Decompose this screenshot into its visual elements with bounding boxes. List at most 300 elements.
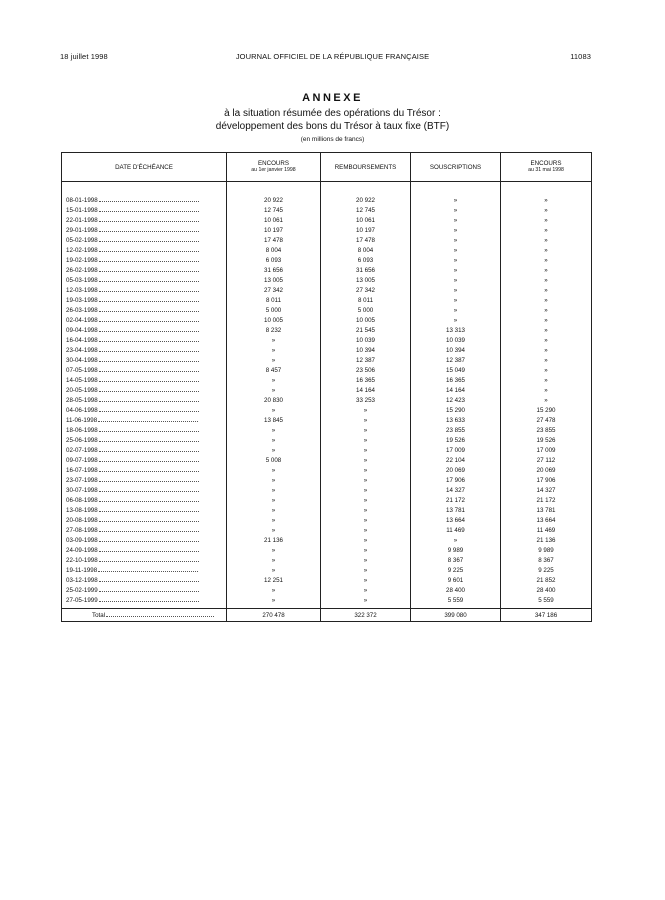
- row-remboursements: 21 545: [321, 326, 411, 336]
- table-row: [62, 516, 592, 526]
- row-souscriptions: 20 069: [411, 466, 501, 476]
- leader-dots: [99, 320, 199, 322]
- row-date: [62, 226, 227, 236]
- row-encours-start: 20 830: [227, 396, 321, 406]
- row-souscriptions: 17 906: [411, 476, 501, 486]
- row-encours-start: 21 136: [227, 536, 321, 546]
- row-date-label: 24-09-1998: [66, 547, 98, 554]
- table-row: [62, 246, 592, 256]
- row-date: [62, 446, 227, 456]
- row-date-label: 19-03-1998: [66, 297, 98, 304]
- row-souscriptions: »: [411, 256, 501, 266]
- row-date: [62, 486, 227, 496]
- leader-dots: [99, 580, 199, 582]
- row-remboursements: 27 342: [321, 286, 411, 296]
- table-row: [62, 596, 592, 609]
- row-date-label: 09-04-1998: [66, 327, 98, 334]
- table-row: [62, 526, 592, 536]
- row-encours-start: 8 457: [227, 366, 321, 376]
- row-souscriptions: »: [411, 296, 501, 306]
- row-souscriptions: 22 104: [411, 456, 501, 466]
- row-encours-end: »: [501, 286, 592, 296]
- row-encours-start: »: [227, 356, 321, 366]
- row-souscriptions: 19 526: [411, 436, 501, 446]
- row-date: [62, 206, 227, 216]
- row-encours-start: »: [227, 566, 321, 576]
- table-row: [62, 466, 592, 476]
- table-row: [62, 556, 592, 566]
- row-remboursements: »: [321, 556, 411, 566]
- table-row: [62, 416, 592, 426]
- leader-dots: [99, 270, 199, 272]
- row-encours-end: »: [501, 246, 592, 256]
- row-date: [62, 496, 227, 506]
- row-remboursements: »: [321, 516, 411, 526]
- row-date-label: 04-06-1998: [66, 407, 98, 414]
- table-row: [62, 226, 592, 236]
- row-date-label: 23-07-1998: [66, 477, 98, 484]
- row-souscriptions: 13 664: [411, 516, 501, 526]
- row-encours-end: »: [501, 376, 592, 386]
- row-encours-start: 10 005: [227, 316, 321, 326]
- leader-dots: [99, 310, 199, 312]
- row-date: [62, 356, 227, 366]
- table-row: [62, 406, 592, 416]
- row-souscriptions: »: [411, 316, 501, 326]
- row-encours-end: 9 225: [501, 566, 592, 576]
- row-encours-start: 10 197: [227, 226, 321, 236]
- row-date: [62, 456, 227, 466]
- row-date: [62, 526, 227, 536]
- row-remboursements: 10 039: [321, 336, 411, 346]
- row-encours-end: »: [501, 316, 592, 326]
- row-encours-end: »: [501, 206, 592, 216]
- table-row: [62, 496, 592, 506]
- row-remboursements: 12 745: [321, 206, 411, 216]
- table-row: [62, 476, 592, 486]
- row-souscriptions: 5 559: [411, 596, 501, 609]
- col-header-encours-start-date: au 1er janvier 1998: [251, 167, 296, 173]
- table-row: [62, 236, 592, 246]
- row-remboursements: 12 387: [321, 356, 411, 366]
- total-label-cell: [62, 609, 227, 622]
- row-date-label: 30-07-1998: [66, 487, 98, 494]
- row-encours-end: 17 009: [501, 446, 592, 456]
- row-date: [62, 566, 227, 576]
- row-souscriptions: »: [411, 266, 501, 276]
- row-souscriptions: 13 781: [411, 506, 501, 516]
- row-date: [62, 436, 227, 446]
- row-encours-start: 27 342: [227, 286, 321, 296]
- row-souscriptions: 9 601: [411, 576, 501, 586]
- row-date: [62, 506, 227, 516]
- row-date-label: 03-09-1998: [66, 537, 98, 544]
- leader-dots: [99, 240, 199, 242]
- leader-dots: [99, 260, 199, 262]
- row-date: [62, 336, 227, 346]
- row-encours-start: »: [227, 386, 321, 396]
- row-date-label: 06-08-1998: [66, 497, 98, 504]
- row-date-label: 18-06-1998: [66, 427, 98, 434]
- row-date-label: 25-06-1998: [66, 437, 98, 444]
- row-souscriptions: »: [411, 286, 501, 296]
- row-date-label: 11-06-1998: [66, 417, 98, 424]
- row-remboursements: »: [321, 536, 411, 546]
- table-row: [62, 356, 592, 366]
- row-encours-end: »: [501, 296, 592, 306]
- row-date: [62, 546, 227, 556]
- row-date-label: 30-04-1998: [66, 357, 98, 364]
- row-souscriptions: 14 164: [411, 386, 501, 396]
- table-row: [62, 386, 592, 396]
- row-remboursements: »: [321, 456, 411, 466]
- leader-dots: [99, 230, 199, 232]
- table-row: [62, 336, 592, 346]
- row-encours-end: »: [501, 356, 592, 366]
- table-row: [62, 586, 592, 596]
- row-date: [62, 386, 227, 396]
- table-row: [62, 576, 592, 586]
- leader-dots: [99, 540, 199, 542]
- unit-note: (en millions de francs): [300, 136, 365, 143]
- row-date: [62, 326, 227, 336]
- row-date-label: 26-03-1998: [66, 307, 98, 314]
- row-date-label: 20-08-1998: [66, 517, 98, 524]
- row-remboursements: 10 005: [321, 316, 411, 326]
- row-souscriptions: 17 009: [411, 446, 501, 456]
- row-date: [62, 266, 227, 276]
- row-date: [62, 516, 227, 526]
- col-header-encours-start: [227, 153, 321, 182]
- row-encours-end: »: [501, 266, 592, 276]
- row-date: [62, 366, 227, 376]
- row-encours-start: 17 478: [227, 236, 321, 246]
- row-remboursements: »: [321, 526, 411, 536]
- table-header-row: [62, 153, 592, 182]
- col-header-encours-start-label: ENCOURS: [258, 160, 289, 167]
- total-row: [62, 609, 592, 622]
- total-remboursements: 322 372: [321, 609, 411, 622]
- header-page-number: 11083: [570, 52, 591, 61]
- table-row: [62, 286, 592, 296]
- row-souscriptions: 12 423: [411, 396, 501, 406]
- row-date-label: 02-04-1998: [66, 317, 98, 324]
- row-remboursements: »: [321, 576, 411, 586]
- row-date-label: 16-04-1998: [66, 337, 98, 344]
- leader-dots: [98, 570, 198, 572]
- row-date-label: 05-03-1998: [66, 277, 98, 284]
- table-row: [62, 216, 592, 226]
- leader-dots: [99, 350, 199, 352]
- row-encours-end: 21 852: [501, 576, 592, 586]
- row-date-label: 07-05-1998: [66, 367, 98, 374]
- row-encours-start: 31 656: [227, 266, 321, 276]
- table-row: [62, 256, 592, 266]
- row-encours-end: 17 906: [501, 476, 592, 486]
- row-encours-start: »: [227, 526, 321, 536]
- row-date: [62, 256, 227, 266]
- row-encours-end: »: [501, 366, 592, 376]
- table-row: [62, 206, 592, 216]
- row-date-label: 13-08-1998: [66, 507, 98, 514]
- row-remboursements: »: [321, 426, 411, 436]
- row-remboursements: »: [321, 476, 411, 486]
- row-remboursements: 8 004: [321, 246, 411, 256]
- row-encours-end: 27 112: [501, 456, 592, 466]
- leader-dots: [99, 550, 199, 552]
- row-date-label: 23-04-1998: [66, 347, 98, 354]
- row-encours-start: 5 000: [227, 306, 321, 316]
- row-encours-end: 23 855: [501, 426, 592, 436]
- row-remboursements: 16 365: [321, 376, 411, 386]
- row-encours-start: »: [227, 336, 321, 346]
- row-date: [62, 286, 227, 296]
- row-souscriptions: 21 172: [411, 496, 501, 506]
- row-remboursements: »: [321, 586, 411, 596]
- leader-dots: [99, 280, 199, 282]
- row-date-label: 19-02-1998: [66, 257, 98, 264]
- row-encours-end: 27 478: [501, 416, 592, 426]
- row-remboursements: »: [321, 546, 411, 556]
- row-encours-start: »: [227, 516, 321, 526]
- row-encours-start: »: [227, 556, 321, 566]
- row-remboursements: »: [321, 596, 411, 609]
- total-label: Total: [92, 611, 106, 619]
- row-encours-start: »: [227, 496, 321, 506]
- row-souscriptions: 10 394: [411, 346, 501, 356]
- row-souscriptions: 9 225: [411, 566, 501, 576]
- row-date-label: 19-11-1998: [66, 567, 98, 574]
- row-encours-start: »: [227, 426, 321, 436]
- leader-dots: [99, 520, 199, 522]
- row-souscriptions: »: [411, 196, 501, 206]
- leader-dots: [99, 410, 199, 412]
- leader-dots: [99, 480, 199, 482]
- table-row: [62, 426, 592, 436]
- row-encours-end: 11 469: [501, 526, 592, 536]
- row-date-label: 15-01-1998: [66, 207, 98, 214]
- row-remboursements: 10 061: [321, 216, 411, 226]
- row-encours-end: 19 526: [501, 436, 592, 446]
- row-souscriptions: »: [411, 306, 501, 316]
- row-encours-end: 28 400: [501, 586, 592, 596]
- table-row: [62, 396, 592, 406]
- row-date: [62, 466, 227, 476]
- row-encours-end: 13 664: [501, 516, 592, 526]
- leader-dots: [99, 340, 199, 342]
- table-row: [62, 196, 592, 206]
- leader-dots: [99, 290, 199, 292]
- col-header-encours-end-label: ENCOURS: [530, 160, 562, 167]
- leader-dots: [99, 500, 199, 502]
- row-encours-end: »: [501, 396, 592, 406]
- row-remboursements: 10 197: [321, 226, 411, 236]
- row-souscriptions: 15 290: [411, 406, 501, 416]
- table-row: [62, 506, 592, 516]
- row-souscriptions: 13 313: [411, 326, 501, 336]
- row-encours-start: 10 061: [227, 216, 321, 226]
- col-header-encours-end-date: au 31 mai 1998: [528, 167, 564, 173]
- row-encours-end: 8 367: [501, 556, 592, 566]
- leader-dots: [99, 450, 199, 452]
- row-date-label: 22-01-1998: [66, 217, 98, 224]
- row-date: [62, 556, 227, 566]
- row-encours-start: 13 005: [227, 276, 321, 286]
- table-row: [62, 366, 592, 376]
- row-date-label: 09-07-1998: [66, 457, 98, 464]
- row-encours-start: 13 845: [227, 416, 321, 426]
- row-remboursements: »: [321, 416, 411, 426]
- row-date: [62, 536, 227, 546]
- row-date: [62, 196, 227, 206]
- leader-dots: [99, 400, 199, 402]
- row-souscriptions: 9 989: [411, 546, 501, 556]
- row-encours-end: »: [501, 226, 592, 236]
- row-remboursements: 31 656: [321, 266, 411, 276]
- leader-dots: [99, 210, 199, 212]
- row-encours-start: »: [227, 596, 321, 609]
- row-date: [62, 236, 227, 246]
- row-date-label: 14-05-1998: [66, 377, 98, 384]
- row-encours-start: 6 093: [227, 256, 321, 266]
- leader-dots: [99, 380, 199, 382]
- row-date: [62, 376, 227, 386]
- row-remboursements: »: [321, 496, 411, 506]
- table-row: [62, 306, 592, 316]
- row-remboursements: 23 506: [321, 366, 411, 376]
- leader-dots: [99, 510, 199, 512]
- row-encours-end: »: [501, 216, 592, 226]
- total-encours-end: 347 186: [501, 609, 592, 622]
- row-souscriptions: »: [411, 246, 501, 256]
- row-souscriptions: 28 400: [411, 586, 501, 596]
- total-encours-start: 270 478: [227, 609, 321, 622]
- row-souscriptions: »: [411, 236, 501, 246]
- leader-dots: [99, 590, 199, 592]
- leader-dots: [99, 390, 199, 392]
- row-souscriptions: 10 039: [411, 336, 501, 346]
- row-date: [62, 596, 227, 609]
- row-date: [62, 316, 227, 326]
- leader-dots: [99, 300, 199, 302]
- row-encours-start: »: [227, 486, 321, 496]
- header-date: 18 juillet 1998: [60, 52, 108, 61]
- row-souscriptions: 23 855: [411, 426, 501, 436]
- row-souscriptions: »: [411, 536, 501, 546]
- row-remboursements: »: [321, 446, 411, 456]
- table-row: [62, 266, 592, 276]
- row-date: [62, 216, 227, 226]
- total-souscriptions: 399 080: [411, 609, 501, 622]
- row-remboursements: 17 478: [321, 236, 411, 246]
- row-date-label: 26-02-1998: [66, 267, 98, 274]
- row-date-label: 25-02-1999: [66, 587, 98, 594]
- table-row: [62, 326, 592, 336]
- row-encours-start: »: [227, 436, 321, 446]
- table-row: [62, 316, 592, 326]
- table-row: [62, 546, 592, 556]
- row-remboursements: 5 000: [321, 306, 411, 316]
- document-subtitle-2: développement des bons du Trésor à taux fixe (BTF): [215, 121, 450, 132]
- table-row: [62, 566, 592, 576]
- row-encours-end: »: [501, 196, 592, 206]
- row-souscriptions: 16 365: [411, 376, 501, 386]
- row-date-label: 16-07-1998: [66, 467, 98, 474]
- row-remboursements: »: [321, 506, 411, 516]
- row-date: [62, 586, 227, 596]
- row-date: [62, 346, 227, 356]
- row-remboursements: »: [321, 486, 411, 496]
- row-encours-start: 8 011: [227, 296, 321, 306]
- leader-dots: [98, 420, 198, 422]
- row-date: [62, 246, 227, 256]
- row-date: [62, 406, 227, 416]
- row-date: [62, 426, 227, 436]
- row-remboursements: 6 093: [321, 256, 411, 266]
- row-encours-end: 21 136: [501, 536, 592, 546]
- row-encours-end: »: [501, 236, 592, 246]
- row-remboursements: 13 005: [321, 276, 411, 286]
- row-souscriptions: 15 049: [411, 366, 501, 376]
- row-encours-start: 5 008: [227, 456, 321, 466]
- row-encours-end: »: [501, 256, 592, 266]
- row-encours-start: »: [227, 476, 321, 486]
- row-remboursements: 14 164: [321, 386, 411, 396]
- row-date-label: 27-05-1999: [66, 597, 98, 604]
- leader-dots: [99, 460, 199, 462]
- row-date-label: 05-02-1998: [66, 237, 98, 244]
- row-souscriptions: »: [411, 216, 501, 226]
- table-spacer-row: [62, 182, 592, 197]
- row-encours-start: 12 745: [227, 206, 321, 216]
- row-encours-end: 20 069: [501, 466, 592, 476]
- row-date-label: 22-10-1998: [66, 557, 98, 564]
- row-souscriptions: »: [411, 276, 501, 286]
- table-row: [62, 446, 592, 456]
- leader-dots: [99, 360, 199, 362]
- row-remboursements: »: [321, 466, 411, 476]
- btf-table: [61, 152, 592, 622]
- row-encours-end: 5 559: [501, 596, 592, 609]
- row-souscriptions: 11 469: [411, 526, 501, 536]
- row-date-label: 12-03-1998: [66, 287, 98, 294]
- row-encours-end: »: [501, 336, 592, 346]
- leader-dots: [99, 490, 199, 492]
- row-encours-start: 8 004: [227, 246, 321, 256]
- table-row: [62, 536, 592, 546]
- row-date: [62, 396, 227, 406]
- row-remboursements: »: [321, 406, 411, 416]
- leader-dots: [99, 600, 199, 602]
- row-souscriptions: 13 633: [411, 416, 501, 426]
- row-souscriptions: 12 387: [411, 356, 501, 366]
- table-row: [62, 436, 592, 446]
- leader-dots: [99, 530, 199, 532]
- leader-dots: [99, 370, 199, 372]
- row-encours-end: 15 290: [501, 406, 592, 416]
- row-remboursements: »: [321, 566, 411, 576]
- row-encours-end: »: [501, 326, 592, 336]
- table-row: [62, 296, 592, 306]
- document-title: ANNEXE: [302, 92, 363, 104]
- row-date: [62, 276, 227, 286]
- row-encours-end: »: [501, 386, 592, 396]
- leader-dots: [99, 330, 199, 332]
- row-encours-start: »: [227, 546, 321, 556]
- row-souscriptions: »: [411, 226, 501, 236]
- row-date-label: 27-08-1998: [66, 527, 98, 534]
- row-souscriptions: 8 367: [411, 556, 501, 566]
